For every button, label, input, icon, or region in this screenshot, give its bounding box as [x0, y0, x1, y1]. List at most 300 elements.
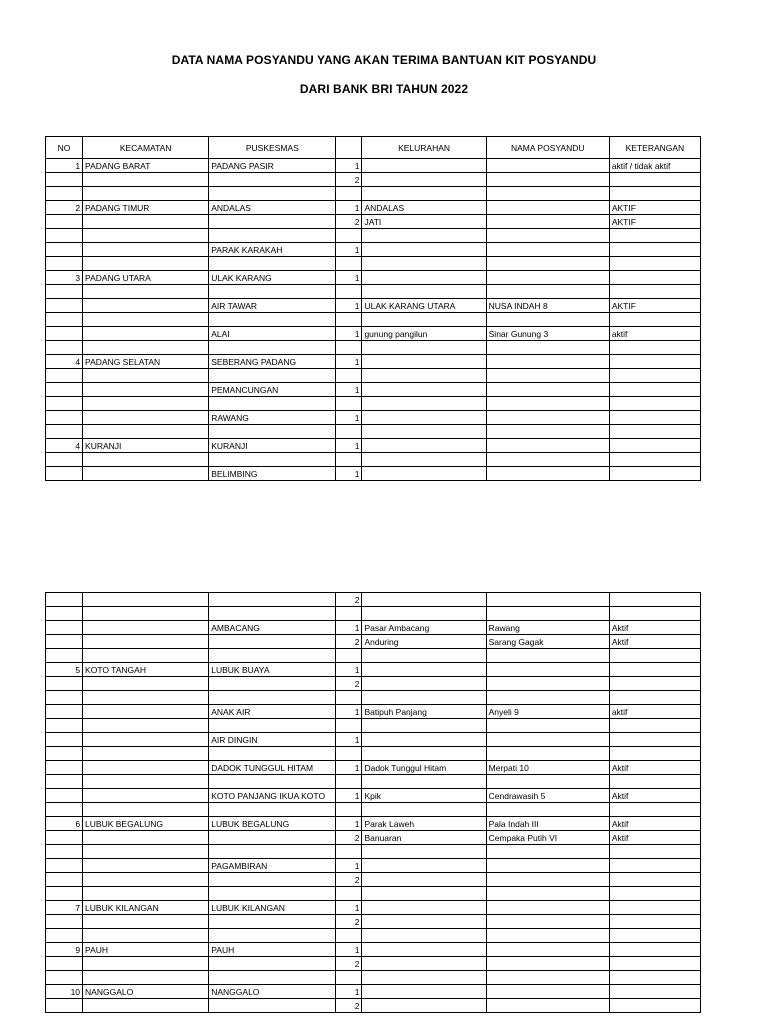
table-row: [46, 649, 701, 663]
cell-puskesmas: [209, 425, 336, 439]
cell-kecamatan: [83, 677, 209, 691]
cell-puskesmas: PAGAMBIRAN: [209, 859, 336, 873]
cell-nama-posyandu: [486, 733, 609, 747]
cell-no: 4: [46, 439, 83, 453]
cell-puskesmas: [209, 285, 336, 299]
cell-puskesmas: KURANJI: [209, 439, 336, 453]
cell-kelurahan: Parak Laweh: [362, 817, 486, 831]
cell-kecamatan: [83, 957, 209, 971]
cell-sub-no: 2: [336, 999, 362, 1013]
cell-nama-posyandu: [486, 957, 609, 971]
cell-puskesmas: DADOK TUNGGUL HITAM: [209, 761, 336, 775]
cell-kelurahan: [362, 649, 486, 663]
cell-no: [46, 859, 83, 873]
cell-keterangan: [609, 341, 700, 355]
cell-nama-posyandu: [486, 285, 609, 299]
header-puskesmas: PUSKESMAS: [209, 137, 336, 159]
cell-puskesmas: [209, 593, 336, 607]
cell-keterangan: Aktif: [609, 761, 700, 775]
table-row: [46, 593, 701, 607]
cell-no: 1: [46, 159, 83, 173]
cell-no: 7: [46, 901, 83, 915]
cell-puskesmas: [209, 845, 336, 859]
cell-kecamatan: LUBUK BEGALUNG: [83, 817, 209, 831]
cell-sub-no: [336, 369, 362, 383]
cell-nama-posyandu: [486, 719, 609, 733]
table-row: [46, 803, 701, 817]
cell-no: 4: [46, 355, 83, 369]
cell-sub-no: [336, 747, 362, 761]
cell-no: [46, 607, 83, 621]
cell-kelurahan: Anduring: [362, 635, 486, 649]
table-row: [46, 215, 701, 229]
cell-no: [46, 257, 83, 271]
cell-puskesmas: [209, 775, 336, 789]
cell-sub-no: 1: [336, 355, 362, 369]
table-row: [46, 467, 701, 481]
cell-keterangan: [609, 187, 700, 201]
cell-no: [46, 733, 83, 747]
cell-kecamatan: [83, 215, 209, 229]
cell-puskesmas: [209, 187, 336, 201]
posyandu-table-part-1: [45, 136, 701, 481]
cell-sub-no: 2: [336, 635, 362, 649]
cell-no: [46, 999, 83, 1013]
cell-kecamatan: PADANG UTARA: [83, 271, 209, 285]
cell-kelurahan: [362, 663, 486, 677]
cell-kecamatan: [83, 341, 209, 355]
cell-kecamatan: [83, 425, 209, 439]
cell-keterangan: [609, 397, 700, 411]
cell-sub-no: 1: [336, 467, 362, 481]
cell-keterangan: [609, 873, 700, 887]
cell-nama-posyandu: [486, 649, 609, 663]
table-row: [46, 607, 701, 621]
cell-sub-no: 1: [336, 761, 362, 775]
cell-puskesmas: [209, 313, 336, 327]
cell-keterangan: [609, 985, 700, 999]
cell-kelurahan: [362, 943, 486, 957]
cell-sub-no: 1: [336, 733, 362, 747]
cell-keterangan: AKTIF: [609, 201, 700, 215]
cell-no: [46, 747, 83, 761]
cell-nama-posyandu: Sarang Gagak: [486, 635, 609, 649]
cell-keterangan: [609, 677, 700, 691]
cell-no: [46, 915, 83, 929]
cell-nama-posyandu: [486, 341, 609, 355]
cell-kelurahan: [362, 901, 486, 915]
cell-kecamatan: [83, 621, 209, 635]
table-row: [46, 621, 701, 635]
cell-puskesmas: PARAK KARAKAH: [209, 243, 336, 257]
table-row: [46, 439, 701, 453]
cell-sub-no: 1: [336, 985, 362, 999]
cell-keterangan: [609, 593, 700, 607]
cell-puskesmas: [209, 215, 336, 229]
table-row: [46, 985, 701, 999]
cell-puskesmas: [209, 887, 336, 901]
table-row: [46, 957, 701, 971]
cell-keterangan: [609, 453, 700, 467]
table-row: [46, 873, 701, 887]
cell-sub-no: [336, 649, 362, 663]
cell-kelurahan: ULAK KARANG UTARA: [362, 299, 486, 313]
cell-sub-no: 1: [336, 439, 362, 453]
cell-kelurahan: [362, 593, 486, 607]
cell-keterangan: [609, 957, 700, 971]
cell-sub-no: 1: [336, 299, 362, 313]
cell-keterangan: aktif: [609, 327, 700, 341]
table-row: [46, 719, 701, 733]
cell-kelurahan: [362, 929, 486, 943]
cell-keterangan: [609, 285, 700, 299]
cell-kelurahan: [362, 971, 486, 985]
cell-no: [46, 229, 83, 243]
cell-kelurahan: [362, 271, 486, 285]
cell-kecamatan: [83, 789, 209, 803]
cell-keterangan: AKTIF: [609, 215, 700, 229]
table-row: [46, 299, 701, 313]
cell-kecamatan: [83, 761, 209, 775]
cell-keterangan: [609, 271, 700, 285]
cell-nama-posyandu: [486, 915, 609, 929]
table-row: [46, 663, 701, 677]
table-row: [46, 845, 701, 859]
cell-nama-posyandu: [486, 243, 609, 257]
cell-nama-posyandu: [486, 593, 609, 607]
cell-no: [46, 649, 83, 663]
table-row: [46, 285, 701, 299]
cell-keterangan: [609, 383, 700, 397]
cell-nama-posyandu: [486, 607, 609, 621]
cell-puskesmas: [209, 649, 336, 663]
cell-sub-no: 2: [336, 957, 362, 971]
cell-nama-posyandu: [486, 187, 609, 201]
cell-kelurahan: [362, 411, 486, 425]
table-row: [46, 411, 701, 425]
cell-puskesmas: RAWANG: [209, 411, 336, 425]
cell-kelurahan: [362, 187, 486, 201]
cell-kelurahan: [362, 173, 486, 187]
cell-kelurahan: JATI: [362, 215, 486, 229]
cell-nama-posyandu: [486, 215, 609, 229]
cell-puskesmas: [209, 341, 336, 355]
table-row: [46, 187, 701, 201]
cell-no: [46, 677, 83, 691]
cell-kelurahan: [362, 257, 486, 271]
cell-sub-no: 1: [336, 327, 362, 341]
cell-kecamatan: [83, 593, 209, 607]
cell-nama-posyandu: [486, 775, 609, 789]
table-row: [46, 747, 701, 761]
cell-keterangan: [609, 929, 700, 943]
cell-puskesmas: [209, 719, 336, 733]
cell-kecamatan: [83, 747, 209, 761]
cell-puskesmas: [209, 873, 336, 887]
cell-sub-no: [336, 719, 362, 733]
cell-puskesmas: ANDALAS: [209, 201, 336, 215]
cell-no: [46, 243, 83, 257]
table-row: [46, 397, 701, 411]
cell-kecamatan: [83, 999, 209, 1013]
table-row: [46, 901, 701, 915]
header-nama-posyandu: NAMA POSYANDU: [486, 137, 609, 159]
cell-keterangan: Aktif: [609, 831, 700, 845]
table-row: [46, 705, 701, 719]
cell-puskesmas: LUBUK BUAYA: [209, 663, 336, 677]
table-row: [46, 229, 701, 243]
cell-kelurahan: [362, 691, 486, 705]
table-row: [46, 943, 701, 957]
cell-keterangan: [609, 355, 700, 369]
cell-puskesmas: AIR TAWAR: [209, 299, 336, 313]
cell-puskesmas: [209, 929, 336, 943]
cell-nama-posyandu: [486, 173, 609, 187]
document-subtitle: DARI BANK BRI TAHUN 2022: [299, 82, 469, 96]
cell-kecamatan: [83, 411, 209, 425]
cell-kecamatan: [83, 369, 209, 383]
cell-keterangan: [609, 313, 700, 327]
cell-kecamatan: [83, 327, 209, 341]
cell-puskesmas: [209, 999, 336, 1013]
cell-keterangan: [609, 719, 700, 733]
cell-keterangan: [609, 943, 700, 957]
cell-sub-no: [336, 845, 362, 859]
cell-kecamatan: [83, 803, 209, 817]
cell-puskesmas: AIR DINGIN: [209, 733, 336, 747]
cell-no: [46, 621, 83, 635]
cell-sub-no: [336, 285, 362, 299]
cell-no: [46, 845, 83, 859]
cell-sub-no: 1: [336, 901, 362, 915]
cell-sub-no: 1: [336, 789, 362, 803]
cell-puskesmas: [209, 229, 336, 243]
cell-nama-posyandu: Pala Indah III: [486, 817, 609, 831]
table-row: [46, 355, 701, 369]
table-row: [46, 999, 701, 1013]
cell-nama-posyandu: Cendrawasih 5: [486, 789, 609, 803]
cell-kecamatan: [83, 705, 209, 719]
cell-sub-no: 1: [336, 383, 362, 397]
cell-nama-posyandu: [486, 887, 609, 901]
cell-kelurahan: [362, 229, 486, 243]
cell-kelurahan: [362, 243, 486, 257]
cell-kecamatan: [83, 831, 209, 845]
table-row: [46, 691, 701, 705]
cell-sub-no: 2: [336, 677, 362, 691]
cell-no: [46, 593, 83, 607]
cell-sub-no: 2: [336, 831, 362, 845]
cell-kelurahan: [362, 467, 486, 481]
cell-nama-posyandu: Rawang: [486, 621, 609, 635]
cell-keterangan: [609, 733, 700, 747]
cell-keterangan: AKTIF: [609, 299, 700, 313]
cell-puskesmas: PEMANCUNGAN: [209, 383, 336, 397]
cell-kecamatan: [83, 257, 209, 271]
cell-kecamatan: PADANG TIMUR: [83, 201, 209, 215]
posyandu-table-part-2: [45, 592, 701, 1013]
cell-nama-posyandu: [486, 747, 609, 761]
cell-no: 5: [46, 663, 83, 677]
cell-puskesmas: AMBACANG: [209, 621, 336, 635]
table-row: [46, 425, 701, 439]
cell-sub-no: 1: [336, 243, 362, 257]
cell-keterangan: [609, 887, 700, 901]
cell-puskesmas: [209, 369, 336, 383]
cell-puskesmas: [209, 971, 336, 985]
cell-sub-no: [336, 187, 362, 201]
table-row: [46, 201, 701, 215]
cell-no: [46, 327, 83, 341]
table-row: [46, 383, 701, 397]
cell-puskesmas: NANGGALO: [209, 985, 336, 999]
cell-kecamatan: [83, 887, 209, 901]
cell-nama-posyandu: [486, 397, 609, 411]
table-row: [46, 929, 701, 943]
cell-puskesmas: [209, 677, 336, 691]
cell-no: 2: [46, 201, 83, 215]
cell-nama-posyandu: [486, 467, 609, 481]
cell-kelurahan: [362, 439, 486, 453]
cell-no: [46, 187, 83, 201]
cell-kecamatan: [83, 971, 209, 985]
cell-puskesmas: ANAK AIR: [209, 705, 336, 719]
cell-puskesmas: ULAK KARANG: [209, 271, 336, 285]
cell-nama-posyandu: [486, 677, 609, 691]
cell-no: [46, 691, 83, 705]
cell-sub-no: [336, 229, 362, 243]
cell-puskesmas: [209, 915, 336, 929]
cell-kelurahan: ANDALAS: [362, 201, 486, 215]
header-keterangan: KETERANGAN: [609, 137, 700, 159]
cell-puskesmas: LUBUK KILANGAN: [209, 901, 336, 915]
header-kecamatan: KECAMATAN: [83, 137, 209, 159]
cell-puskesmas: [209, 397, 336, 411]
table-row: [46, 271, 701, 285]
cell-kecamatan: [83, 915, 209, 929]
cell-no: [46, 635, 83, 649]
cell-puskesmas: [209, 831, 336, 845]
cell-keterangan: [609, 369, 700, 383]
table-row: [46, 775, 701, 789]
cell-kecamatan: [83, 173, 209, 187]
cell-kelurahan: [362, 341, 486, 355]
cell-sub-no: [336, 887, 362, 901]
table-row: [46, 369, 701, 383]
cell-nama-posyandu: [486, 453, 609, 467]
cell-keterangan: [609, 999, 700, 1013]
cell-puskesmas: [209, 803, 336, 817]
cell-nama-posyandu: [486, 859, 609, 873]
cell-puskesmas: PADANG PASIR: [209, 159, 336, 173]
cell-nama-posyandu: [486, 439, 609, 453]
cell-keterangan: [609, 915, 700, 929]
cell-kecamatan: [83, 243, 209, 257]
cell-kecamatan: [83, 929, 209, 943]
cell-nama-posyandu: [486, 229, 609, 243]
cell-kecamatan: [83, 607, 209, 621]
cell-kelurahan: [362, 397, 486, 411]
cell-sub-no: [336, 775, 362, 789]
header-kelurahan: KELURAHAN: [362, 137, 486, 159]
cell-kecamatan: [83, 873, 209, 887]
cell-no: [46, 789, 83, 803]
cell-puskesmas: KOTO PANJANG IKUA KOTO: [209, 789, 336, 803]
cell-no: [46, 369, 83, 383]
cell-nama-posyandu: [486, 999, 609, 1013]
cell-no: [46, 803, 83, 817]
cell-keterangan: [609, 803, 700, 817]
cell-kecamatan: KURANJI: [83, 439, 209, 453]
cell-no: [46, 761, 83, 775]
cell-kelurahan: Pasar Ambacang: [362, 621, 486, 635]
cell-kecamatan: [83, 299, 209, 313]
cell-no: [46, 411, 83, 425]
cell-kecamatan: [83, 845, 209, 859]
cell-kelurahan: [362, 453, 486, 467]
cell-nama-posyandu: [486, 159, 609, 173]
cell-kelurahan: [362, 999, 486, 1013]
cell-kecamatan: [83, 733, 209, 747]
table-row: [46, 173, 701, 187]
cell-keterangan: aktif: [609, 705, 700, 719]
cell-sub-no: [336, 453, 362, 467]
cell-no: [46, 425, 83, 439]
cell-no: 10: [46, 985, 83, 999]
cell-nama-posyandu: [486, 691, 609, 705]
cell-no: [46, 705, 83, 719]
cell-sub-no: 1: [336, 943, 362, 957]
table-row: [46, 635, 701, 649]
cell-kelurahan: [362, 803, 486, 817]
cell-keterangan: [609, 775, 700, 789]
cell-nama-posyandu: NUSA INDAH 8: [486, 299, 609, 313]
cell-kecamatan: PAUH: [83, 943, 209, 957]
cell-kelurahan: [362, 159, 486, 173]
cell-keterangan: [609, 859, 700, 873]
cell-no: 6: [46, 817, 83, 831]
cell-kelurahan: [362, 845, 486, 859]
cell-sub-no: [336, 257, 362, 271]
cell-no: [46, 453, 83, 467]
cell-keterangan: [609, 691, 700, 705]
cell-sub-no: 2: [336, 915, 362, 929]
cell-nama-posyandu: [486, 257, 609, 271]
cell-kecamatan: PADANG BARAT: [83, 159, 209, 173]
cell-no: [46, 467, 83, 481]
cell-kecamatan: [83, 649, 209, 663]
cell-puskesmas: [209, 257, 336, 271]
table-row: [46, 887, 701, 901]
cell-keterangan: [609, 439, 700, 453]
cell-sub-no: 2: [336, 593, 362, 607]
table-row: [46, 831, 701, 845]
cell-sub-no: 1: [336, 621, 362, 635]
cell-puskesmas: [209, 747, 336, 761]
cell-puskesmas: [209, 691, 336, 705]
cell-sub-no: 1: [336, 159, 362, 173]
table-row: [46, 733, 701, 747]
cell-kelurahan: Batipuh Panjang: [362, 705, 486, 719]
cell-nama-posyandu: [486, 845, 609, 859]
cell-no: [46, 285, 83, 299]
cell-keterangan: aktif / tidak aktif: [609, 159, 700, 173]
table-header-row: [46, 137, 701, 159]
cell-kelurahan: [362, 957, 486, 971]
table-row: [46, 789, 701, 803]
cell-kelurahan: [362, 873, 486, 887]
cell-keterangan: [609, 607, 700, 621]
